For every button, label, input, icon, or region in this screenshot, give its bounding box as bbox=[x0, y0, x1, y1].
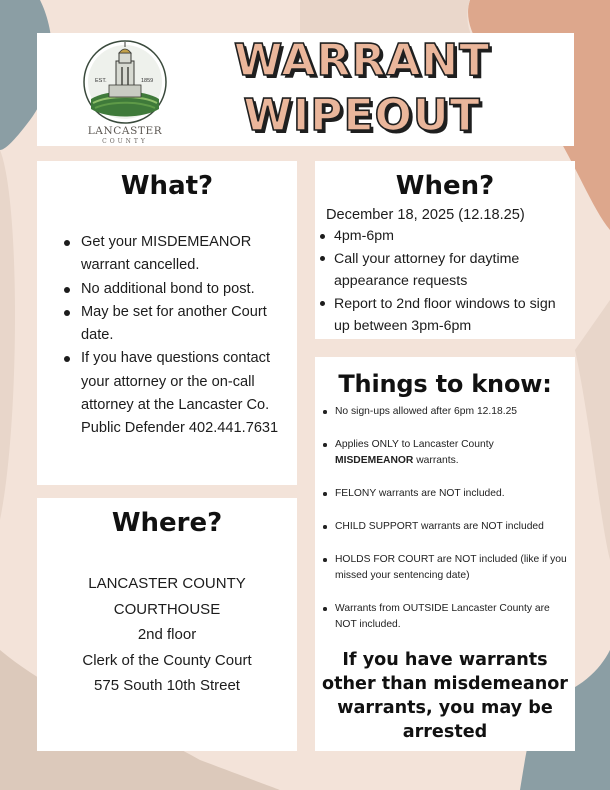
when-list bbox=[319, 225, 569, 338]
address-line: 575 South 10th Street bbox=[94, 677, 240, 695]
beige-blob-right bbox=[575, 300, 610, 560]
when-heading: When? bbox=[395, 171, 495, 201]
list-item: FELONY warrants are NOT included. bbox=[322, 486, 572, 502]
list-item: No sign-ups allowed after 6pm 12.18.25 bbox=[322, 404, 572, 420]
title-line-1: WARRANT bbox=[233, 35, 491, 86]
address-line: LANCASTER COUNTY bbox=[88, 575, 246, 592]
address-line: COURTHOUSE bbox=[113, 600, 221, 618]
list-item-bold: MISDEMEANOR bbox=[335, 455, 414, 466]
closing-warning: If you have warrants other than misdemeanor warrants, you may be arrested bbox=[321, 650, 568, 742]
things-list bbox=[322, 404, 572, 633]
list-item: May be set for another Court date. bbox=[63, 301, 283, 348]
list-item: If you have questions contact your attorney or the on-call attorney at the Lancaster Co. Public Defender 402.441.7631 bbox=[63, 347, 283, 440]
beige-blob-left bbox=[0, 150, 15, 520]
things-to-know-panel bbox=[315, 357, 575, 751]
list-item: Get your MISDEMEANOR warrant cancelled. bbox=[63, 231, 283, 278]
list-item: 4pm-6pm bbox=[319, 225, 569, 248]
list-item: CHILD SUPPORT warrants are NOT included bbox=[322, 519, 572, 535]
event-date: December 18, 2025 (12.18.25) bbox=[326, 207, 525, 223]
logo-est-text: EST. bbox=[95, 78, 107, 84]
list-item-text: warrants. bbox=[413, 455, 459, 466]
list-item: HOLDS FOR COURT are NOT included (like if you missed your sentencing date) bbox=[322, 552, 572, 584]
title-line-2: WIPEOUT bbox=[243, 90, 481, 141]
list-item-text: Applies ONLY to Lancaster County bbox=[335, 439, 494, 450]
what-panel bbox=[37, 161, 297, 485]
address-line: 2nd floor bbox=[137, 626, 197, 644]
address-block bbox=[37, 571, 297, 699]
list-item: Call your attorney for daytime appearance requests bbox=[319, 248, 569, 293]
list-item: Warrants from OUTSIDE Lancaster County are NOT included. bbox=[322, 601, 572, 633]
list-item: Report to 2nd floor windows to sign up between 3pm-6pm bbox=[319, 293, 569, 338]
where-panel bbox=[37, 498, 297, 751]
logo-name: LANCASTER bbox=[87, 125, 163, 137]
when-panel bbox=[315, 161, 575, 339]
county-logo bbox=[79, 39, 171, 143]
list-item: No additional bond to post. bbox=[63, 278, 283, 301]
logo-year: 1859 bbox=[141, 78, 154, 84]
address-line: Clerk of the County Court bbox=[82, 651, 252, 669]
what-list bbox=[63, 231, 283, 441]
where-heading: Where? bbox=[111, 508, 223, 538]
what-heading: What? bbox=[120, 171, 214, 201]
list-item bbox=[322, 437, 572, 469]
logo-subtitle: COUNTY bbox=[102, 138, 148, 145]
header-panel bbox=[37, 33, 574, 146]
things-heading: Things to know: bbox=[338, 370, 552, 398]
